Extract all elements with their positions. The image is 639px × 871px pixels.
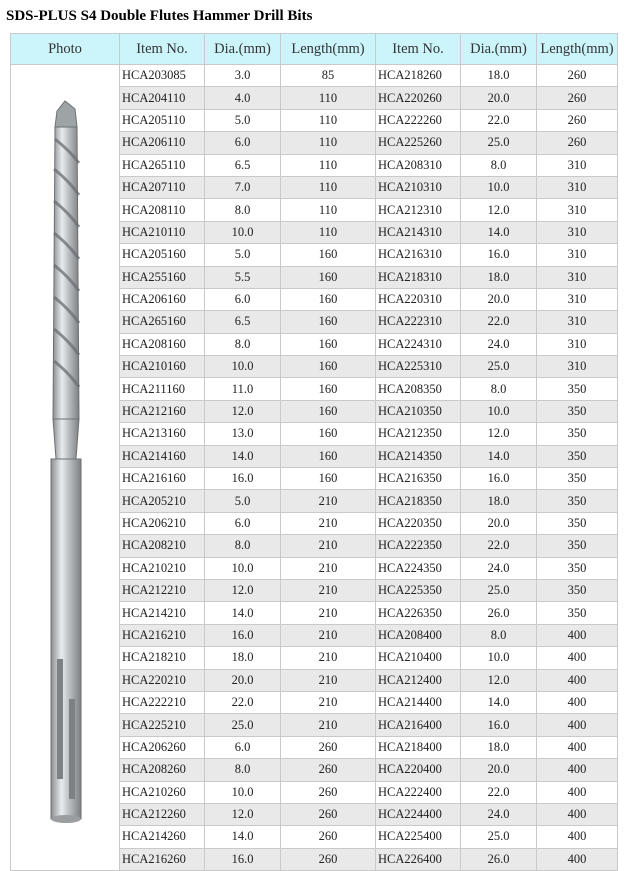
cell-dia-2: 25.0 <box>461 356 537 378</box>
cell-dia-2: 16.0 <box>461 244 537 266</box>
cell-length-2: 350 <box>537 468 618 490</box>
cell-dia: 6.5 <box>205 154 281 176</box>
cell-item-no: HCA210210 <box>120 557 205 579</box>
cell-dia: 16.0 <box>205 624 281 646</box>
cell-length-2: 260 <box>537 109 618 131</box>
table-header-row <box>11 34 618 65</box>
cell-dia-2: 12.0 <box>461 669 537 691</box>
cell-length-2: 310 <box>537 221 618 243</box>
cell-item-no: HCA205110 <box>120 109 205 131</box>
cell-length-2: 350 <box>537 535 618 557</box>
cell-item-no-2: HCA210400 <box>376 647 461 669</box>
header-length: Length(mm) <box>281 34 376 65</box>
cell-item-no: HCA220210 <box>120 669 205 691</box>
cell-dia-2: 20.0 <box>461 512 537 534</box>
cell-length: 110 <box>281 109 376 131</box>
cell-item-no: HCA204110 <box>120 87 205 109</box>
cell-dia: 8.0 <box>205 199 281 221</box>
cell-item-no-2: HCA218350 <box>376 490 461 512</box>
cell-dia: 8.0 <box>205 333 281 355</box>
cell-length: 85 <box>281 65 376 87</box>
cell-item-no-2: HCA212400 <box>376 669 461 691</box>
cell-length-2: 310 <box>537 356 618 378</box>
table-row <box>11 65 618 87</box>
cell-dia: 10.0 <box>205 356 281 378</box>
cell-dia-2: 10.0 <box>461 647 537 669</box>
cell-item-no: HCA211160 <box>120 378 205 400</box>
cell-length-2: 260 <box>537 132 618 154</box>
cell-length: 110 <box>281 176 376 198</box>
header-length-2-label: Length(mm) <box>540 41 614 57</box>
cell-dia-2: 18.0 <box>461 490 537 512</box>
cell-item-no: HCA207110 <box>120 176 205 198</box>
cell-dia-2: 18.0 <box>461 736 537 758</box>
header-item-no-2: Item No. <box>376 34 461 65</box>
cell-dia-2: 25.0 <box>461 579 537 601</box>
cell-dia: 12.0 <box>205 400 281 422</box>
cell-length: 160 <box>281 244 376 266</box>
cell-item-no: HCA225210 <box>120 714 205 736</box>
cell-length: 160 <box>281 378 376 400</box>
cell-length-2: 400 <box>537 691 618 713</box>
cell-item-no: HCA265160 <box>120 311 205 333</box>
cell-dia-2: 10.0 <box>461 176 537 198</box>
cell-item-no: HCA212260 <box>120 803 205 825</box>
cell-item-no-2: HCA218260 <box>376 65 461 87</box>
cell-dia: 10.0 <box>205 221 281 243</box>
cell-item-no-2: HCA226350 <box>376 602 461 624</box>
cell-length-2: 350 <box>537 445 618 467</box>
cell-item-no-2: HCA214310 <box>376 221 461 243</box>
cell-item-no: HCA203085 <box>120 65 205 87</box>
cell-item-no-2: HCA218400 <box>376 736 461 758</box>
cell-dia-2: 8.0 <box>461 378 537 400</box>
cell-item-no-2: HCA220350 <box>376 512 461 534</box>
cell-dia: 5.0 <box>205 244 281 266</box>
cell-item-no-2: HCA224350 <box>376 557 461 579</box>
cell-dia-2: 14.0 <box>461 221 537 243</box>
cell-dia: 4.0 <box>205 87 281 109</box>
cell-item-no: HCA255160 <box>120 266 205 288</box>
cell-item-no: HCA206160 <box>120 288 205 310</box>
cell-item-no-2: HCA214350 <box>376 445 461 467</box>
drill-bit-icon <box>35 99 95 829</box>
cell-item-no: HCA210110 <box>120 221 205 243</box>
cell-item-no-2: HCA216400 <box>376 714 461 736</box>
cell-length: 110 <box>281 132 376 154</box>
cell-item-no-2: HCA214400 <box>376 691 461 713</box>
cell-item-no: HCA214160 <box>120 445 205 467</box>
cell-length-2: 350 <box>537 557 618 579</box>
cell-item-no-2: HCA208350 <box>376 378 461 400</box>
cell-item-no-2: HCA222260 <box>376 109 461 131</box>
cell-dia: 20.0 <box>205 669 281 691</box>
cell-dia: 10.0 <box>205 781 281 803</box>
cell-dia-2: 20.0 <box>461 759 537 781</box>
cell-length: 110 <box>281 87 376 109</box>
cell-item-no: HCA214210 <box>120 602 205 624</box>
cell-item-no-2: HCA216350 <box>376 468 461 490</box>
cell-length: 160 <box>281 468 376 490</box>
cell-item-no-2: HCA208400 <box>376 624 461 646</box>
cell-length: 110 <box>281 154 376 176</box>
cell-length: 210 <box>281 512 376 534</box>
cell-dia-2: 24.0 <box>461 803 537 825</box>
cell-dia-2: 25.0 <box>461 132 537 154</box>
cell-length: 260 <box>281 781 376 803</box>
header-dia: Dia.(mm) <box>205 34 281 65</box>
cell-length-2: 400 <box>537 669 618 691</box>
cell-item-no: HCA205160 <box>120 244 205 266</box>
cell-length-2: 400 <box>537 624 618 646</box>
cell-item-no: HCA210160 <box>120 356 205 378</box>
cell-length-2: 350 <box>537 400 618 422</box>
cell-item-no-2: HCA226400 <box>376 848 461 870</box>
cell-dia: 16.0 <box>205 848 281 870</box>
cell-length-2: 400 <box>537 647 618 669</box>
cell-dia: 5.0 <box>205 109 281 131</box>
cell-length: 210 <box>281 602 376 624</box>
cell-dia: 6.0 <box>205 132 281 154</box>
cell-dia: 7.0 <box>205 176 281 198</box>
cell-dia: 5.0 <box>205 490 281 512</box>
cell-item-no-2: HCA212350 <box>376 423 461 445</box>
cell-dia-2: 22.0 <box>461 311 537 333</box>
cell-item-no: HCA212210 <box>120 579 205 601</box>
cell-item-no-2: HCA216310 <box>376 244 461 266</box>
cell-length-2: 310 <box>537 244 618 266</box>
cell-item-no-2: HCA225260 <box>376 132 461 154</box>
cell-dia-2: 12.0 <box>461 199 537 221</box>
cell-item-no-2: HCA210350 <box>376 400 461 422</box>
cell-length-2: 310 <box>537 333 618 355</box>
cell-length: 160 <box>281 423 376 445</box>
cell-length: 210 <box>281 557 376 579</box>
cell-item-no: HCA216160 <box>120 468 205 490</box>
cell-item-no: HCA208260 <box>120 759 205 781</box>
cell-item-no-2: HCA220400 <box>376 759 461 781</box>
cell-dia: 14.0 <box>205 826 281 848</box>
spec-table <box>10 33 618 871</box>
cell-dia-2: 8.0 <box>461 624 537 646</box>
cell-item-no-2: HCA225310 <box>376 356 461 378</box>
cell-length-2: 350 <box>537 490 618 512</box>
cell-length: 210 <box>281 490 376 512</box>
cell-dia: 6.0 <box>205 288 281 310</box>
cell-length-2: 350 <box>537 378 618 400</box>
cell-item-no: HCA265110 <box>120 154 205 176</box>
cell-dia-2: 12.0 <box>461 423 537 445</box>
cell-length: 210 <box>281 624 376 646</box>
cell-length: 210 <box>281 535 376 557</box>
cell-item-no: HCA206210 <box>120 512 205 534</box>
cell-item-no: HCA212160 <box>120 400 205 422</box>
cell-item-no-2: HCA222350 <box>376 535 461 557</box>
cell-dia: 5.5 <box>205 266 281 288</box>
cell-length-2: 350 <box>537 579 618 601</box>
cell-length: 210 <box>281 691 376 713</box>
cell-dia-2: 14.0 <box>461 445 537 467</box>
cell-item-no: HCA213160 <box>120 423 205 445</box>
cell-dia: 6.0 <box>205 736 281 758</box>
cell-dia-2: 26.0 <box>461 602 537 624</box>
cell-dia-2: 22.0 <box>461 109 537 131</box>
cell-item-no: HCA222210 <box>120 691 205 713</box>
cell-item-no: HCA208210 <box>120 535 205 557</box>
cell-dia: 16.0 <box>205 468 281 490</box>
cell-dia: 10.0 <box>205 557 281 579</box>
cell-length: 260 <box>281 803 376 825</box>
cell-item-no: HCA208160 <box>120 333 205 355</box>
cell-dia-2: 26.0 <box>461 848 537 870</box>
cell-dia: 12.0 <box>205 803 281 825</box>
cell-item-no: HCA208110 <box>120 199 205 221</box>
cell-dia-2: 16.0 <box>461 468 537 490</box>
cell-item-no: HCA214260 <box>120 826 205 848</box>
cell-dia: 8.0 <box>205 759 281 781</box>
cell-item-no: HCA210260 <box>120 781 205 803</box>
cell-length: 210 <box>281 714 376 736</box>
cell-length-2: 400 <box>537 826 618 848</box>
cell-length: 260 <box>281 826 376 848</box>
cell-dia-2: 8.0 <box>461 154 537 176</box>
header-photo: Photo <box>11 34 120 65</box>
cell-dia: 8.0 <box>205 535 281 557</box>
cell-dia-2: 14.0 <box>461 691 537 713</box>
cell-length-2: 400 <box>537 714 618 736</box>
cell-length-2: 310 <box>537 311 618 333</box>
cell-dia-2: 20.0 <box>461 288 537 310</box>
cell-length: 260 <box>281 759 376 781</box>
header-length-2 <box>537 34 618 65</box>
cell-length: 160 <box>281 400 376 422</box>
cell-item-no-2: HCA224400 <box>376 803 461 825</box>
cell-item-no-2: HCA222400 <box>376 781 461 803</box>
page-title: SDS-PLUS S4 Double Flutes Hammer Drill Bits <box>6 8 313 24</box>
cell-dia: 25.0 <box>205 714 281 736</box>
cell-item-no: HCA205210 <box>120 490 205 512</box>
cell-dia: 18.0 <box>205 647 281 669</box>
cell-dia-2: 22.0 <box>461 535 537 557</box>
cell-item-no-2: HCA222310 <box>376 311 461 333</box>
cell-item-no-2: HCA210310 <box>376 176 461 198</box>
cell-length-2: 260 <box>537 87 618 109</box>
cell-length-2: 400 <box>537 803 618 825</box>
cell-length: 160 <box>281 333 376 355</box>
cell-length-2: 400 <box>537 759 618 781</box>
cell-dia: 12.0 <box>205 579 281 601</box>
cell-length-2: 400 <box>537 781 618 803</box>
cell-dia: 14.0 <box>205 602 281 624</box>
cell-length: 210 <box>281 579 376 601</box>
cell-dia-2: 20.0 <box>461 87 537 109</box>
cell-length: 160 <box>281 356 376 378</box>
cell-dia-2: 16.0 <box>461 714 537 736</box>
cell-length: 160 <box>281 311 376 333</box>
cell-length-2: 350 <box>537 602 618 624</box>
cell-length-2: 400 <box>537 736 618 758</box>
cell-dia-2: 18.0 <box>461 65 537 87</box>
cell-length-2: 310 <box>537 266 618 288</box>
cell-dia-2: 25.0 <box>461 826 537 848</box>
cell-item-no-2: HCA208310 <box>376 154 461 176</box>
cell-item-no: HCA206110 <box>120 132 205 154</box>
cell-item-no: HCA216210 <box>120 624 205 646</box>
cell-dia-2: 10.0 <box>461 400 537 422</box>
cell-item-no-2: HCA220260 <box>376 87 461 109</box>
cell-dia: 14.0 <box>205 445 281 467</box>
cell-length-2: 260 <box>537 65 618 87</box>
cell-length: 110 <box>281 199 376 221</box>
cell-length-2: 400 <box>537 848 618 870</box>
cell-length-2: 350 <box>537 512 618 534</box>
cell-dia: 13.0 <box>205 423 281 445</box>
photo-cell <box>11 65 120 871</box>
cell-length-2: 310 <box>537 288 618 310</box>
cell-item-no-2: HCA220310 <box>376 288 461 310</box>
cell-length: 160 <box>281 288 376 310</box>
cell-dia-2: 18.0 <box>461 266 537 288</box>
cell-length: 110 <box>281 221 376 243</box>
cell-length: 260 <box>281 848 376 870</box>
cell-length-2: 310 <box>537 199 618 221</box>
cell-dia: 6.5 <box>205 311 281 333</box>
cell-dia: 6.0 <box>205 512 281 534</box>
cell-length: 160 <box>281 266 376 288</box>
cell-item-no-2: HCA225400 <box>376 826 461 848</box>
cell-item-no: HCA206260 <box>120 736 205 758</box>
cell-length: 160 <box>281 445 376 467</box>
cell-item-no: HCA218210 <box>120 647 205 669</box>
cell-item-no: HCA216260 <box>120 848 205 870</box>
cell-dia: 11.0 <box>205 378 281 400</box>
cell-length-2: 310 <box>537 154 618 176</box>
cell-dia: 22.0 <box>205 691 281 713</box>
header-item-no: Item No. <box>120 34 205 65</box>
cell-item-no-2: HCA224310 <box>376 333 461 355</box>
header-dia-2: Dia.(mm) <box>461 34 537 65</box>
cell-dia: 3.0 <box>205 65 281 87</box>
cell-dia-2: 24.0 <box>461 333 537 355</box>
cell-item-no-2: HCA218310 <box>376 266 461 288</box>
cell-length: 260 <box>281 736 376 758</box>
cell-dia-2: 24.0 <box>461 557 537 579</box>
table-body <box>11 65 618 871</box>
cell-item-no-2: HCA212310 <box>376 199 461 221</box>
cell-item-no-2: HCA225350 <box>376 579 461 601</box>
cell-length: 210 <box>281 647 376 669</box>
cell-length-2: 350 <box>537 423 618 445</box>
cell-length: 210 <box>281 669 376 691</box>
cell-dia-2: 22.0 <box>461 781 537 803</box>
cell-length-2: 310 <box>537 176 618 198</box>
